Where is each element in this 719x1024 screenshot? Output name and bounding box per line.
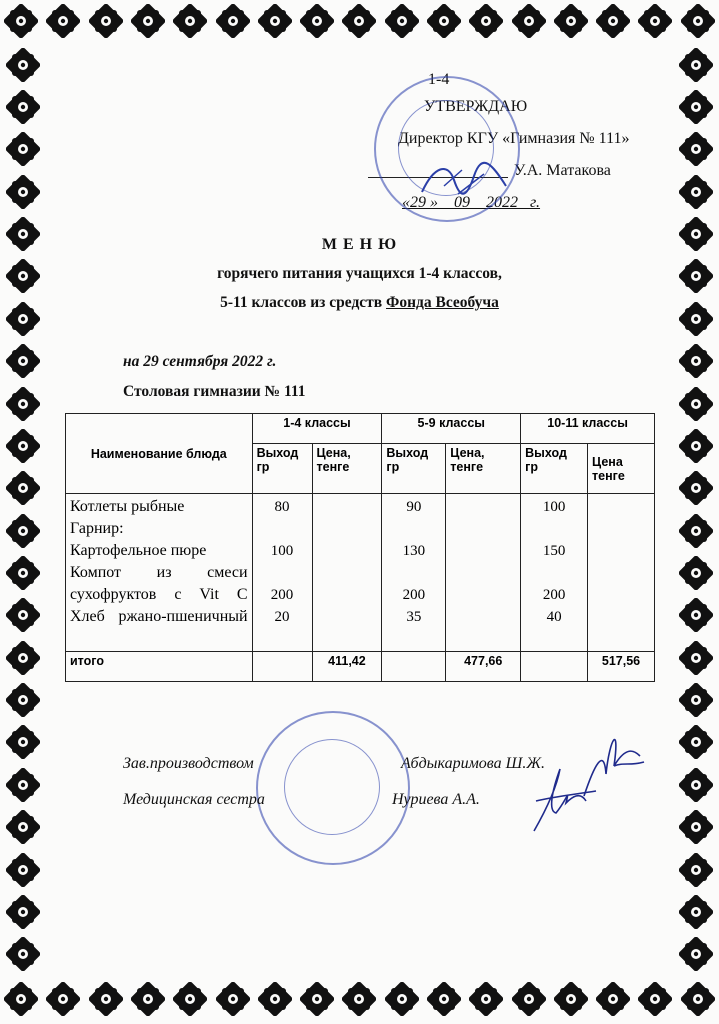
menu-date: на 29 сентября 2022 г. xyxy=(123,353,277,370)
border-ornament xyxy=(679,471,713,510)
yields-5-9 xyxy=(382,494,446,652)
approval-name: У.А. Матакова xyxy=(514,162,611,179)
yield-spacer xyxy=(257,518,308,540)
price-cell-empty xyxy=(588,494,655,652)
list-item: Хлеб ржано-пшеничный xyxy=(70,608,248,625)
total-empty xyxy=(382,652,446,682)
menu-title: М Е Н Ю xyxy=(321,236,398,253)
border-ornament xyxy=(6,598,40,637)
border-ornament xyxy=(385,982,419,1021)
subheader-yield: Выход гр xyxy=(521,444,588,494)
canteen-stamp-inner-ring xyxy=(284,739,380,835)
yield-spacer xyxy=(386,518,441,540)
border-ornament xyxy=(679,259,713,298)
border-ornament xyxy=(6,810,40,849)
yields-1-4 xyxy=(252,494,312,652)
menu-table xyxy=(65,413,655,682)
border-ornament xyxy=(46,982,80,1021)
subheader-price: Цена тенге xyxy=(588,444,655,494)
yield-spacer xyxy=(525,562,583,584)
border-ornament xyxy=(6,48,40,87)
border-ornament xyxy=(679,768,713,807)
border-ornament xyxy=(638,4,672,43)
border-ornament xyxy=(6,895,40,934)
border-ornament xyxy=(638,982,672,1021)
decorative-border-bottom xyxy=(0,978,719,1024)
border-ornament xyxy=(300,4,334,43)
border-ornament xyxy=(6,556,40,595)
border-ornament xyxy=(173,982,207,1021)
border-ornament xyxy=(679,556,713,595)
yield-spacer xyxy=(525,518,583,540)
role-nurse: Медицинская сестра xyxy=(123,791,265,808)
list-item: Картофельное пюре xyxy=(70,542,207,559)
approval-director: Директор КГУ «Гимназия № 111» xyxy=(398,130,630,147)
total-empty xyxy=(252,652,312,682)
border-ornament xyxy=(6,344,40,383)
border-ornament xyxy=(89,982,123,1021)
border-ornament xyxy=(6,937,40,976)
yield-value: 130 xyxy=(402,543,426,559)
border-ornament xyxy=(6,302,40,341)
approval-date: «29 » 09 2022 г. xyxy=(402,194,541,211)
name-nurse: Нуриева А.А. xyxy=(392,791,480,808)
canteen-name: Столовая гимназии № 111 xyxy=(123,383,306,400)
decorative-border-left xyxy=(0,46,46,978)
total-5-9: 477,66 xyxy=(446,652,521,682)
border-ornament xyxy=(427,982,461,1021)
border-ornament xyxy=(342,982,376,1021)
decorative-border-right xyxy=(673,46,719,978)
border-ornament xyxy=(131,982,165,1021)
border-ornament xyxy=(216,4,250,43)
border-ornament xyxy=(554,982,588,1021)
border-ornament xyxy=(681,982,715,1021)
border-ornament xyxy=(300,982,334,1021)
border-ornament xyxy=(427,4,461,43)
border-ornament xyxy=(554,4,588,43)
border-ornament xyxy=(6,132,40,171)
border-ornament xyxy=(679,132,713,171)
total-1-4: 411,42 xyxy=(312,652,382,682)
yield-value: 40 xyxy=(546,609,562,625)
yield-value: 90 xyxy=(406,499,422,515)
border-ornament xyxy=(469,4,503,43)
subheader-yield: Выход гр xyxy=(382,444,446,494)
border-ornament xyxy=(679,937,713,976)
subheader-price: Цена, тенге xyxy=(312,444,382,494)
border-ornament xyxy=(512,4,546,43)
border-ornament xyxy=(512,982,546,1021)
border-ornament xyxy=(46,4,80,43)
nurse-signature-image xyxy=(526,761,606,841)
yield-value: 35 xyxy=(406,609,422,625)
border-ornament xyxy=(6,725,40,764)
dish-header: Наименование блюда xyxy=(66,414,253,494)
document-sheet xyxy=(46,46,673,978)
border-ornament xyxy=(6,429,40,468)
border-ornament xyxy=(4,4,38,43)
border-ornament xyxy=(6,683,40,722)
border-ornament xyxy=(6,471,40,510)
fund-name: Фонда Всеобуча xyxy=(386,294,499,311)
border-ornament xyxy=(681,4,715,43)
yield-spacer xyxy=(257,562,308,584)
total-label: итого xyxy=(66,652,253,682)
border-ornament xyxy=(469,982,503,1021)
border-ornament xyxy=(596,4,630,43)
director-signature-image xyxy=(414,156,524,206)
menu-subtitle-line2 xyxy=(46,294,673,312)
border-ornament xyxy=(89,4,123,43)
border-ornament xyxy=(173,4,207,43)
yield-value: 200 xyxy=(542,587,566,603)
border-ornament xyxy=(679,175,713,214)
border-ornament xyxy=(385,4,419,43)
border-ornament xyxy=(679,217,713,256)
approval-heading: УТВЕРЖДАЮ xyxy=(424,98,528,115)
border-ornament xyxy=(679,344,713,383)
dish-list xyxy=(66,494,253,652)
total-row xyxy=(66,652,655,682)
approval-number: 1-4 xyxy=(428,71,450,88)
border-ornament xyxy=(679,90,713,129)
border-ornament xyxy=(342,4,376,43)
subtitle-prefix: 5-11 классов из средств xyxy=(220,294,387,311)
border-ornament xyxy=(258,4,292,43)
yields-10-11 xyxy=(521,494,588,652)
list-item: Котлеты рыбные xyxy=(70,498,185,515)
yield-value: 100 xyxy=(542,499,566,515)
border-ornament xyxy=(596,982,630,1021)
yield-value: 20 xyxy=(274,609,290,625)
border-ornament xyxy=(679,725,713,764)
border-ornament xyxy=(216,982,250,1021)
border-ornament xyxy=(679,514,713,553)
border-ornament xyxy=(679,302,713,341)
border-ornament xyxy=(258,982,292,1021)
border-ornament xyxy=(6,175,40,214)
border-ornament xyxy=(679,683,713,722)
border-ornament xyxy=(679,895,713,934)
yield-value: 100 xyxy=(270,543,294,559)
price-cell-empty xyxy=(446,494,521,652)
border-ornament xyxy=(679,387,713,426)
yield-spacer xyxy=(386,562,441,584)
yield-value: 150 xyxy=(542,543,566,559)
border-ornament xyxy=(6,259,40,298)
decorative-border-top xyxy=(0,0,719,46)
total-empty xyxy=(521,652,588,682)
border-ornament xyxy=(131,4,165,43)
border-ornament xyxy=(679,641,713,680)
yield-value: 200 xyxy=(270,587,294,603)
border-ornament xyxy=(4,982,38,1021)
group-header-10-11: 10-11 классы xyxy=(521,414,655,444)
border-ornament xyxy=(679,429,713,468)
list-item: Гарнир: xyxy=(70,520,124,537)
border-ornament xyxy=(6,514,40,553)
border-ornament xyxy=(679,853,713,892)
list-item: Компот из смеси сухофруктов с Vit C xyxy=(70,564,248,603)
table-row xyxy=(66,494,655,652)
border-ornament xyxy=(679,598,713,637)
border-ornament xyxy=(6,641,40,680)
border-ornament xyxy=(6,90,40,129)
yield-value: 200 xyxy=(402,587,426,603)
border-ornament xyxy=(6,853,40,892)
subheader-yield: Выход гр xyxy=(252,444,312,494)
group-header-1-4: 1-4 классы xyxy=(252,414,382,444)
yield-value: 80 xyxy=(274,499,290,515)
border-ornament xyxy=(679,810,713,849)
menu-subtitle-line1: горячего питания учащихся 1-4 классов, xyxy=(217,265,502,282)
price-cell-empty xyxy=(312,494,382,652)
border-ornament xyxy=(6,387,40,426)
name-production-head: Абдыкаримова Ш.Ж. xyxy=(401,755,545,772)
total-10-11: 517,56 xyxy=(588,652,655,682)
role-production-head: Зав.производством xyxy=(123,755,254,772)
group-header-5-9: 5-9 классы xyxy=(382,414,521,444)
border-ornament xyxy=(6,768,40,807)
subheader-price: Цена, тенге xyxy=(446,444,521,494)
border-ornament xyxy=(6,217,40,256)
border-ornament xyxy=(679,48,713,87)
